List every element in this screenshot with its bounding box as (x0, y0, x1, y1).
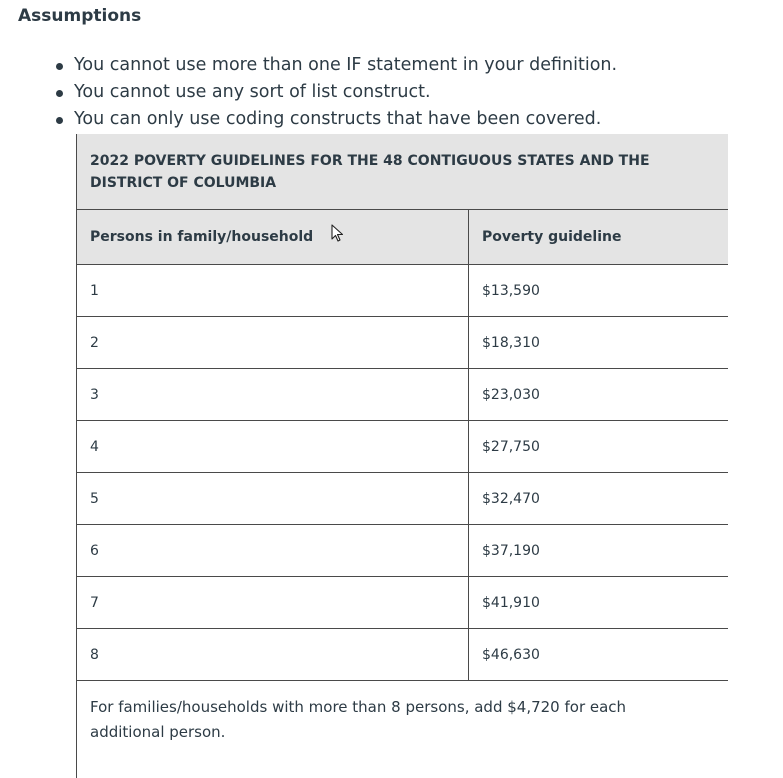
list-item: You cannot use more than one IF statement in your definition. (56, 52, 617, 79)
table-row (77, 265, 728, 317)
guideline-cell: $46,630 (482, 646, 540, 663)
table-row (77, 629, 728, 681)
list-item: You can only use coding constructs that have been covered. (56, 106, 617, 133)
mouse-pointer-icon (331, 224, 345, 244)
persons-cell: 6 (77, 525, 469, 576)
guideline-cell: $23,030 (482, 386, 540, 403)
persons-cell: 3 (77, 369, 469, 420)
persons-cell: 2 (77, 317, 469, 368)
list-item: You cannot use any sort of list construct. (56, 79, 617, 106)
column-header-persons: Persons in family/household (77, 210, 469, 264)
persons-cell: 1 (77, 265, 469, 316)
persons-cell: 7 (77, 577, 469, 628)
guideline-cell: $37,190 (482, 542, 540, 559)
table-row (77, 421, 728, 473)
guideline-cell: $27,750 (482, 438, 540, 455)
table-row (77, 317, 728, 369)
table-row (77, 525, 728, 577)
table-row (77, 473, 728, 525)
poverty-guidelines-table (76, 134, 728, 778)
persons-cell: 8 (77, 629, 469, 680)
table-footnote: For families/households with more than 8 persons, add $4,720 for each additional person. (90, 698, 627, 741)
assumptions-list (56, 52, 617, 133)
table-row (77, 369, 728, 421)
table-header-row (77, 210, 728, 265)
guideline-cell: $13,590 (482, 282, 540, 299)
guideline-cell: $32,470 (482, 490, 540, 507)
guideline-cell: $41,910 (482, 594, 540, 611)
section-heading: Assumptions (18, 6, 142, 26)
guideline-cell: $18,310 (482, 334, 540, 351)
persons-cell: 5 (77, 473, 469, 524)
persons-cell: 4 (77, 421, 469, 472)
column-header-guideline: Poverty guideline (482, 229, 622, 245)
table-row (77, 577, 728, 629)
table-caption: 2022 POVERTY GUIDELINES FOR THE 48 CONTIGUOUS STATES AND THE DISTRICT OF COLUMBIA (77, 134, 728, 210)
